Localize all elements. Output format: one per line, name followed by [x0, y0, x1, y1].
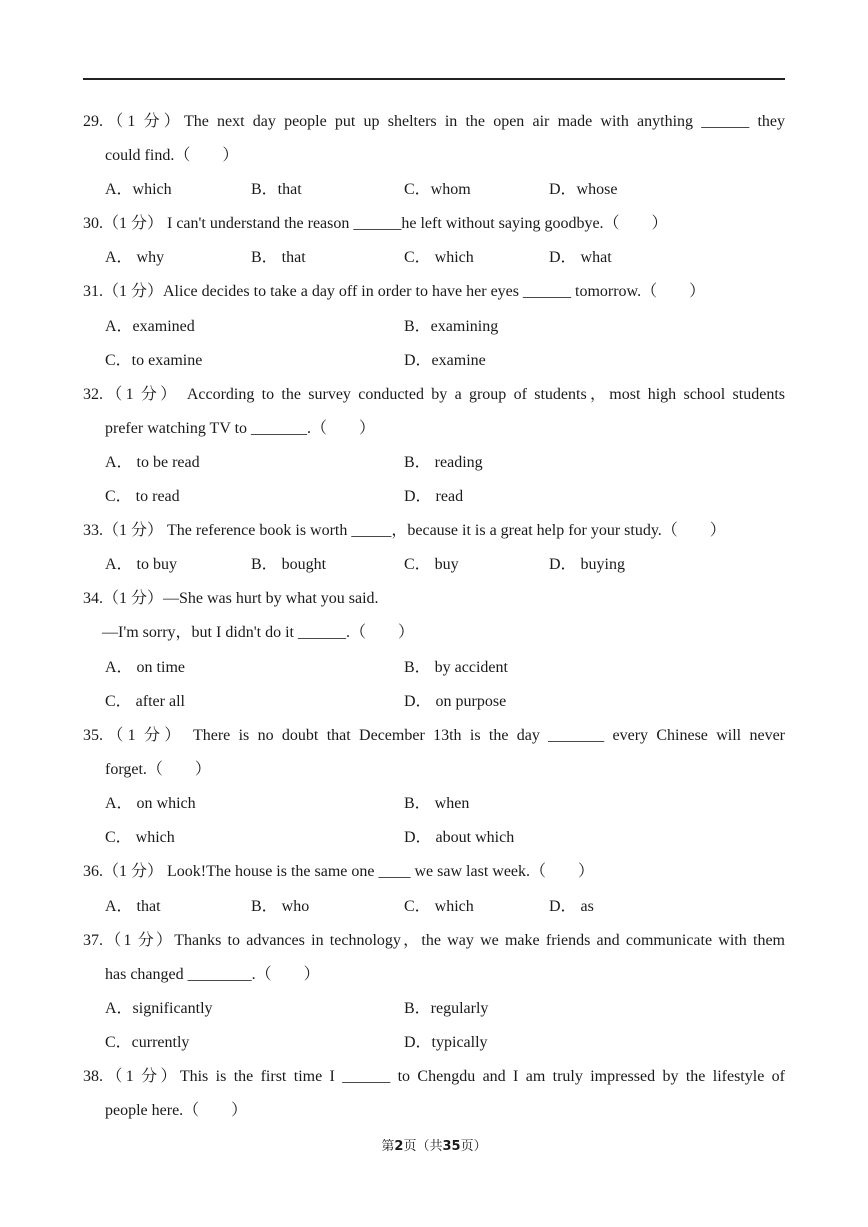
question-29-text: 29.（1 分）The next day people put up shelters in the open air made with anything ______ they: [83, 113, 785, 130]
q33-option-d[interactable]: D． buying: [549, 556, 626, 573]
q37-option-c[interactable]: C．currently: [105, 1034, 190, 1051]
q34-option-b[interactable]: B． by accident: [404, 659, 508, 676]
footer-mid: 页（共: [403, 1139, 443, 1154]
q32-option-b[interactable]: B． reading: [404, 454, 483, 471]
q37-option-a[interactable]: A．significantly: [105, 1000, 213, 1017]
q32-option-d[interactable]: D． read: [404, 488, 464, 505]
q35-option-c[interactable]: C． which: [105, 829, 175, 846]
q30-option-b[interactable]: B． that: [251, 249, 306, 266]
q29-option-d[interactable]: D．whose: [549, 181, 618, 198]
header-rule: [83, 78, 785, 80]
q29-option-c[interactable]: C．whom: [404, 181, 471, 198]
q34-option-a[interactable]: A． on time: [105, 659, 185, 676]
question-35-text: 35.（1 分） There is no doubt that December 13th is the day _______ every Chinese will never: [83, 727, 785, 744]
footer-suffix: 页）: [460, 1139, 487, 1154]
question-38-text: 38.（1 分）This is the first time I ______ to Chengdu and I am truly impressed by the lifestyle of: [83, 1068, 785, 1085]
q32-option-c[interactable]: C． to read: [105, 488, 180, 505]
question-36-text: 36.（1 分） Look!The house is the same one ____ we saw last week.（ ）: [83, 863, 595, 880]
q30-option-c[interactable]: C． which: [404, 249, 474, 266]
q32-option-a[interactable]: A． to be read: [105, 454, 200, 471]
question-37-text-cont: has changed ________.（ ）: [105, 966, 320, 983]
q35-option-d[interactable]: D． about which: [404, 829, 515, 846]
page-footer: [0, 1138, 868, 1156]
q33-option-a[interactable]: A． to buy: [105, 556, 178, 573]
q34-option-d[interactable]: D． on purpose: [404, 693, 507, 710]
q36-option-c[interactable]: C． which: [404, 898, 474, 915]
question-32-text: 32.（1 分） According to the survey conducted by a group of students，most high school students: [83, 386, 785, 403]
q35-option-a[interactable]: A． on which: [105, 795, 196, 812]
q30-option-a[interactable]: A． why: [105, 249, 165, 266]
footer-prefix: 第: [381, 1139, 395, 1154]
question-34-text-cont: —I'm sorry，but I didn't do it ______.（ ）: [102, 624, 414, 641]
question-35-text-cont: forget.（ ）: [105, 761, 211, 778]
q34-option-c[interactable]: C． after all: [105, 693, 185, 710]
q31-option-d[interactable]: D．examine: [404, 352, 486, 369]
question-30-text: 30.（1 分） I can't understand the reason ______he left without saying goodbye.（ ）: [83, 215, 668, 232]
question-29-text-cont: could find.（ ）: [105, 147, 239, 164]
footer-page-number: 2: [394, 1139, 404, 1154]
question-33-text: 33.（1 分） The reference book is worth _____，because it is a great help for your study.（ ）: [83, 522, 726, 539]
q37-option-b[interactable]: B．regularly: [404, 1000, 489, 1017]
q35-option-b[interactable]: B． when: [404, 795, 470, 812]
q37-option-d[interactable]: D．typically: [404, 1034, 488, 1051]
q29-option-b[interactable]: B．that: [251, 181, 302, 198]
q36-option-d[interactable]: D． as: [549, 898, 594, 915]
q29-option-a[interactable]: A．which: [105, 181, 172, 198]
question-38-text-cont: people here.（ ）: [105, 1102, 248, 1119]
question-34-text: 34.（1 分）—She was hurt by what you said.: [83, 590, 379, 607]
q30-option-d[interactable]: D． what: [549, 249, 612, 266]
question-37-text: 37.（1 分）Thanks to advances in technology，the way we make friends and communicate with them: [83, 932, 785, 949]
q36-option-b[interactable]: B． who: [251, 898, 310, 915]
q31-option-b[interactable]: B．examining: [404, 318, 499, 335]
q31-option-a[interactable]: A．examined: [105, 318, 195, 335]
question-31-text: 31.（1 分）Alice decides to take a day off in order to have her eyes ______ tomorrow.（ ）: [83, 283, 706, 300]
q33-option-c[interactable]: C． buy: [404, 556, 459, 573]
question-32-text-cont: prefer watching TV to _______.（ ）: [105, 420, 376, 437]
q33-option-b[interactable]: B． bought: [251, 556, 327, 573]
q36-option-a[interactable]: A． that: [105, 898, 161, 915]
footer-total-pages: 35: [442, 1139, 461, 1154]
q31-option-c[interactable]: C．to examine: [105, 352, 203, 369]
